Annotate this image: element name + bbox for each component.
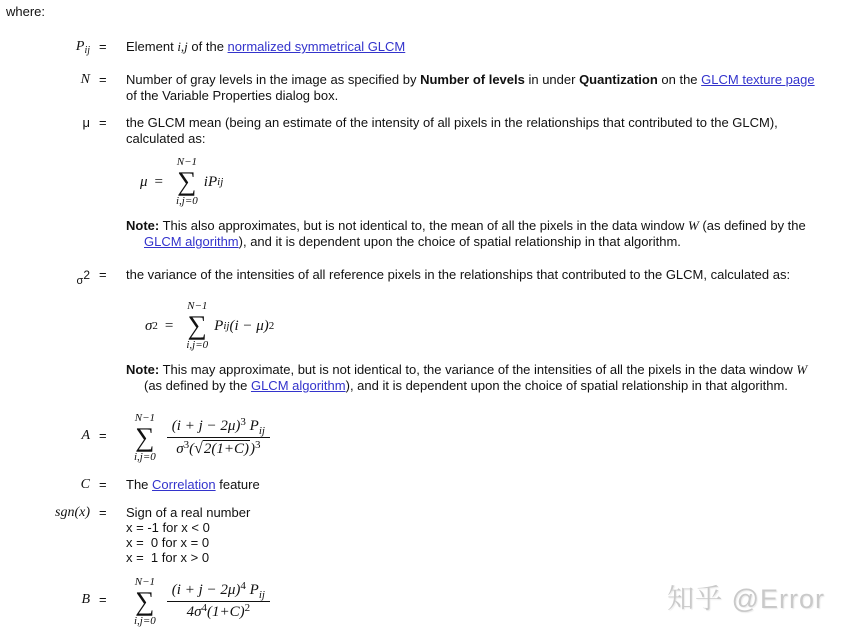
term-c: C [80,477,90,492]
correlation-link[interactable]: Correlation [152,477,216,492]
data-window-w: W [796,362,808,377]
b-formula [128,576,270,627]
numerator-p: P [245,582,259,598]
def-n [126,72,826,104]
term-mu: μ [82,115,90,130]
def-n-text-2: in under [524,72,580,87]
a-formula [128,412,270,463]
sum-lower-limit: i,j=0 [134,615,156,627]
normalized-symmetrical-glcm-link[interactable]: normalized symmetrical GLCM [227,39,406,54]
sigma-glyph: ∑ [135,586,155,616]
term-sigma-exponent: 2 [83,268,90,282]
sqrt-symbol: √ [194,439,203,457]
def-sigma2-text: the variance of the intensities of all reference pixels in the relationships that contributed to the GLCM, calculated as: [126,267,791,282]
glcm-algorithm-link[interactable]: GLCM algorithm [250,378,346,393]
term-pij-subscript: ij [84,45,90,56]
den-sigma: σ [176,440,184,457]
term-pij [0,39,90,59]
term-n: N [80,72,90,87]
sgn-line-3: x = 0 for x = 0 [126,535,210,550]
sigma2-note-text-2: (as defined by the [144,378,251,393]
fraction-denominator [176,438,260,459]
formula-p: P [214,317,224,334]
mu-note-text-3: ), and it is dependent upon the choice of spatial relationship in that algorithm. [238,234,681,249]
fraction [167,581,270,622]
numerator-exponent: 3 [240,415,246,428]
def-c [126,477,826,493]
def-c-text-1: The [126,477,153,492]
quantization-label: Quantization [579,72,658,87]
def-row-mu [0,115,837,250]
zhihu-watermark: 知乎 @Error [667,584,825,614]
fraction-numerator [167,581,270,602]
mu-note-text-1: This also approximates, but is not identical to, the mean of all the pixels in the data window [159,218,688,233]
sigma2-note [126,362,826,394]
def-mu [126,115,826,250]
sum-upper-limit: N−1 [134,576,156,588]
def-pij-ij: i,j [177,39,188,54]
equals-sign: = [99,72,107,87]
numerator-p: P [245,417,259,434]
sgn-line-2: x = -1 for x < 0 [126,520,210,535]
equals-sign: = [99,267,107,282]
formula-lhs: σ [145,317,153,334]
formula-lhs: μ [140,173,148,190]
mu-note-text-2: (as defined by the [698,218,806,233]
equals-sign: = [99,39,107,54]
numerator-p-subscript: ij [258,589,265,601]
den-part-1: 4σ [186,604,202,620]
def-row-sigma2 [0,267,837,394]
def-a [126,409,826,463]
note-label: Note: [126,362,160,377]
glcm-algorithm-link[interactable]: GLCM algorithm [144,234,239,249]
formula-equals: = [164,317,174,334]
term-b: B [81,592,90,607]
def-row-sgn [0,505,837,565]
formula-body: iP [203,173,218,190]
number-of-levels-label: Number of levels [420,72,525,87]
sigma-glyph: ∑ [135,422,155,452]
den-open-paren: ( [189,440,195,457]
term-sgn: sgn(x) [55,505,90,520]
mu-formula: μ = N−1 ∑ i,j=0 iP ij [140,156,224,207]
def-pij [126,39,826,55]
def-pij-text-2: of the [187,39,228,54]
formula-tail: (i − μ) [229,317,269,334]
def-n-text-4: of the Variable Properties dialog box. [126,88,339,103]
summation-symbol [186,300,208,351]
mu-note [126,218,826,250]
where-label: where: [6,4,46,19]
note-label: Note: [126,218,160,233]
glcm-texture-page-link[interactable]: GLCM texture page [701,72,815,87]
def-row-a [0,409,837,463]
sigma2-note-text-3: ), and it is dependent upon the choice of spatial relationship in that algorithm. [345,378,788,393]
sigma2-formula: σ 2 = N−1 ∑ i,j=0 P ij (i − μ) 2 [145,300,275,351]
sum-upper-limit: N−1 [187,300,208,312]
sgn-line-1: Sign of a real number [126,505,251,520]
equals-sign: = [99,592,107,607]
def-mu-text: the GLCM mean (being an estimate of the intensity of all pixels in the relationships that contributed to the GLCM), calculated as: [126,115,778,146]
den-exponent-1: 4 [201,602,208,614]
den-exponent: 3 [255,438,261,451]
numerator-main: (i + j − 2μ) [171,417,241,434]
numerator-exponent: 4 [240,580,246,592]
den-part-2: (1+C) [207,604,245,620]
def-sigma2 [126,267,826,394]
sgn-line-4: x = 1 for x > 0 [126,550,210,565]
fraction-denominator [187,602,251,622]
formula-equals: = [154,173,163,190]
def-row-n [0,72,837,104]
def-row-pij [0,39,837,59]
sum-lower-limit: i,j=0 [134,451,156,463]
equals-sign: = [99,115,107,130]
den-sigma-exponent: 3 [183,438,190,451]
sigma-glyph: ∑ [187,310,207,340]
equals-sign: = [99,477,107,492]
sum-upper-limit: N−1 [134,412,156,424]
term-sigma2 [0,267,90,289]
def-c-text-2: feature [215,477,260,492]
definition-list [0,39,837,627]
summation-symbol [134,412,156,463]
summation-symbol [134,576,156,627]
sum-lower-limit: i,j=0 [176,195,198,207]
term-pij-base: P [75,39,85,54]
numerator-main: (i + j − 2μ) [171,582,241,598]
def-pij-text-1: Element [126,39,178,54]
sqrt-radicand: 2(1+C) [203,440,250,457]
sigma2-note-text-1: This may approximate, but is not identical to, the variance of the intensities of all the pixels in the data window [159,362,797,377]
sigma-glyph: ∑ [177,166,197,196]
def-row-c [0,477,837,493]
sum-upper-limit: N−1 [176,156,198,168]
sum-lower-limit: i,j=0 [186,339,209,351]
fraction [167,417,270,459]
def-n-text-3: on the [657,72,702,87]
fraction-numerator [167,417,270,438]
den-close-paren: ) [250,440,256,457]
equals-sign: = [99,505,107,520]
def-n-text-1: Number of gray levels in the image as specified by [126,72,421,87]
summation-symbol [176,156,198,207]
numerator-p-subscript: ij [258,424,265,437]
term-sigma-base: σ [76,275,84,287]
den-exponent-2: 2 [244,602,251,614]
term-a: A [81,428,90,443]
data-window-w: W [687,218,699,233]
def-sgn [126,505,826,565]
equals-sign: = [99,428,107,443]
